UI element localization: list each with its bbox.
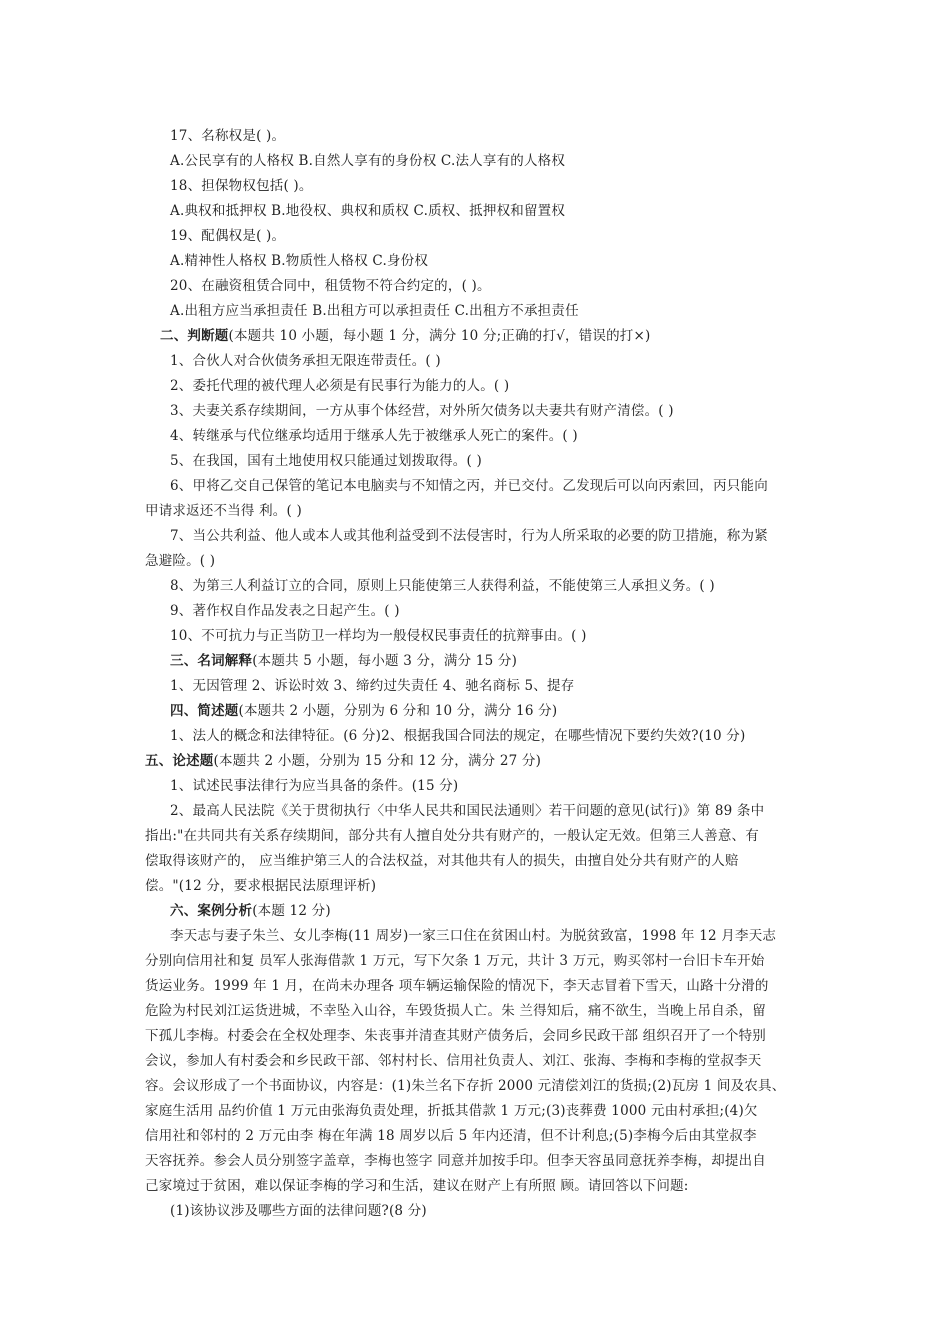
judge-7-cont: 急避险。( ) (145, 553, 216, 569)
case-para-2: 分别向信用社和复 员军人张海借款 1 万元，写下欠条 1 万元，共计 3 万元，购买邻村一台旧卡车开始 (145, 953, 765, 969)
section-3-heading (170, 652, 517, 670)
case-para-11: 己家境过于贫困，难以保证李梅的学习和生活，建议在财产上有所照 顾。请回答以下问题: (145, 1178, 689, 1194)
section-6-desc: (本题 12 分) (252, 903, 331, 919)
case-question-1: (1)该协议涉及哪些方面的法律问题?(8 分) (170, 1203, 427, 1219)
section-2-heading (160, 327, 651, 345)
case-para-7: 容。会议形成了一个书面协议，内容是：(1)朱兰名下存折 2000 元清偿刘江的货损;(2)瓦房 1 间及农具、 (145, 1078, 786, 1094)
essay-1: 1、试述民事法律行为应当具备的条件。(15 分) (170, 778, 459, 794)
short-answer-questions: 1、法人的概念和法律特征。(6 分)2、根据我国合同法的规定，在哪些情况下要约失效?(10 分) (170, 728, 746, 744)
question-18: 18、担保物权包括( )。 (170, 178, 313, 194)
section-3-desc: (本题共 5 小题，每小题 3 分，满分 15 分) (252, 653, 518, 669)
essay-2-cont-3: 偿。"(12 分，要求根据民法原理评析) (145, 878, 377, 894)
section-4-desc: (本题共 2 小题，分别为 6 分和 10 分，满分 16 分) (238, 703, 558, 719)
section-5-title: 五、论述题 (145, 753, 214, 769)
question-20: 20、在融资租赁合同中，租赁物不符合约定的，( )。 (170, 278, 491, 294)
options-17: A.公民享有的人格权 B.自然人享有的身份权 C.法人享有的人格权 (170, 153, 566, 169)
judge-4: 4、转继承与代位继承均适用于继承人先于被继承人死亡的案件。( ) (170, 428, 578, 444)
judge-1: 1、合伙人对合伙债务承担无限连带责任。( ) (170, 353, 441, 369)
case-para-1: 李天志与妻子朱兰、女儿李梅(11 周岁)一家三口住在贫困山村。为脱贫致富，1998 年 12 月李天志 (170, 928, 777, 944)
judge-6: 6、甲将乙交自己保管的笔记本电脑卖与不知情之丙，并已交付。乙发现后可以向丙索回，丙只能向 (170, 478, 768, 494)
section-6-title: 六、案例分析 (170, 903, 253, 919)
judge-6-cont: 甲请求返还不当得 利。( ) (145, 503, 302, 519)
section-4-heading (170, 702, 557, 720)
judge-3: 3、夫妻关系存续期间，一方从事个体经营，对外所欠债务以夫妻共有财产清偿。( ) (170, 403, 674, 419)
question-19: 19、配偶权是( )。 (170, 228, 286, 244)
options-19: A.精神性人格权 B.物质性人格权 C.身份权 (170, 253, 429, 269)
section-5-heading (145, 752, 541, 770)
essay-2-cont-2: 偿取得该财产的， 应当维护第三人的合法权益，对其他共有人的损失，由擅自处分共有财产的人赔 (145, 853, 739, 869)
case-para-4: 危险为村民刘江运货进城，不幸坠入山谷，车毁货损人亡。朱 兰得知后，痛不欲生，当晚上吊自杀，留 (145, 1003, 766, 1019)
case-para-8: 家庭生活用 品约价值 1 万元由张海负责处理，折抵其借款 1 万元;(3)丧葬费 1000 元由村承担;(4)欠 (145, 1103, 758, 1119)
essay-2: 2、最高人民法院《关于贯彻执行〈中华人民共和国民法通则〉若干问题的意见(试行)》第 89 条中 (170, 803, 765, 819)
case-para-9: 信用社和邻村的 2 万元由李 梅在年满 18 周岁以后 5 年内还清，但不计利息;(5)李梅今后由其堂叔李 (145, 1128, 757, 1144)
section-3-title: 三、名词解释 (170, 653, 253, 669)
case-para-3: 货运业务。1999 年 1 月，在尚未办理各 项车辆运输保险的情况下，李天志冒着下雪天，山路十分滑的 (145, 978, 769, 994)
case-para-5: 下孤儿李梅。村委会在全权处理李、朱丧事并清查其财产债务后，会同乡民政干部 组织召开了一个特别 (145, 1028, 766, 1044)
judge-8: 8、为第三人利益订立的合同，原则上只能使第三人获得利益，不能使第三人承担义务。( ) (170, 578, 715, 594)
options-18: A.典权和抵押权 B.地役权、典权和质权 C.质权、抵押权和留置权 (170, 203, 566, 219)
section-4-title: 四、简述题 (170, 703, 239, 719)
section-5-desc: (本题共 2 小题，分别为 15 分和 12 分，满分 27 分) (213, 753, 542, 769)
essay-2-cont-1: 指出:"在共同共有关系存续期间，部分共有人擅自处分共有财产的，一般认定无效。但第三人善意、有 (145, 828, 759, 844)
section-2-title: 二、判断题 (160, 328, 229, 344)
section-2-desc: (本题共 10 小题，每小题 1 分，满分 10 分;正确的打√，错误的打×) (228, 328, 651, 344)
judge-5: 5、在我国，国有土地使用权只能通过划拨取得。( ) (170, 453, 482, 469)
terms-list: 1、无因管理 2、诉讼时效 3、缔约过失责任 4、驰名商标 5、提存 (170, 678, 575, 694)
judge-7: 7、当公共利益、他人或本人或其他利益受到不法侵害时，行为人所采取的必要的防卫措施，称为紧 (170, 528, 768, 544)
case-para-10: 天容抚养。参会人员分别签字盖章，李梅也签字 同意并加按手印。但李天容虽同意抚养李梅，却提出自 (145, 1153, 766, 1169)
judge-2: 2、委托代理的被代理人必须是有民事行为能力的人。( ) (170, 378, 510, 394)
options-20: A.出租方应当承担责任 B.出租方可以承担责任 C.出租方不承担责任 (170, 303, 579, 319)
question-17: 17、名称权是( )。 (170, 128, 286, 144)
case-para-6: 会议，参加人有村委会和乡民政干部、邻村村长、信用社负责人、刘江、张海、李梅和李梅的堂叔李天 (145, 1053, 762, 1069)
section-6-heading (170, 902, 331, 920)
judge-10: 10、不可抗力与正当防卫一样均为一般侵权民事责任的抗辩事由。( ) (170, 628, 587, 644)
judge-9: 9、著作权自作品发表之日起产生。( ) (170, 603, 400, 619)
